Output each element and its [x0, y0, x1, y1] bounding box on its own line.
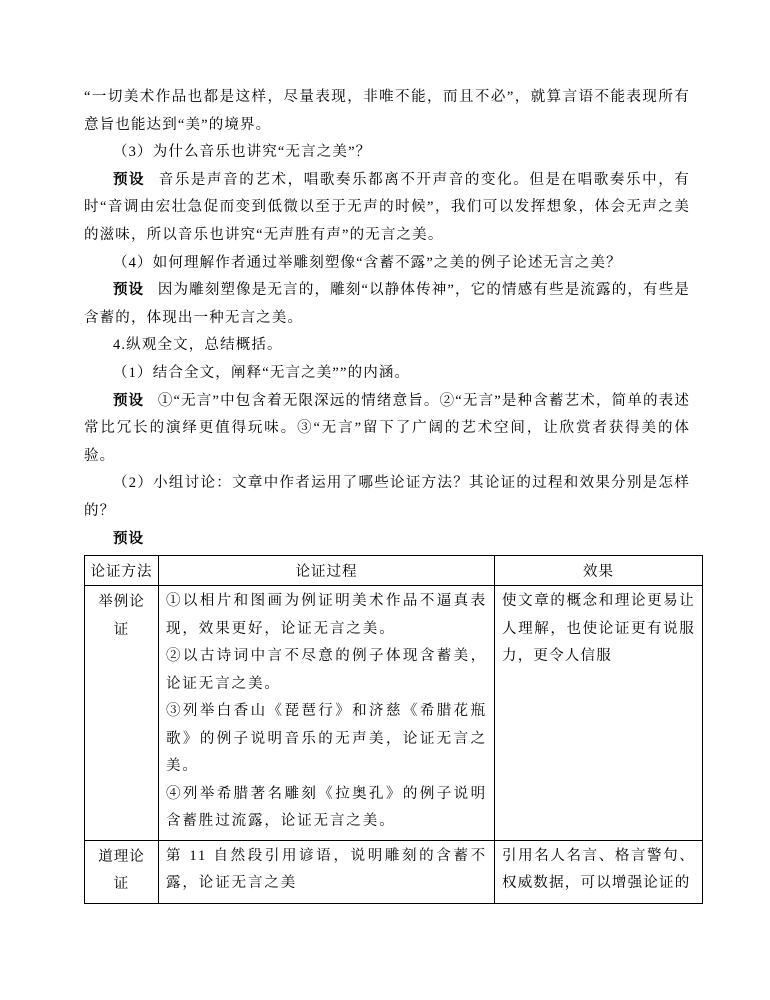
paragraph-text: ①“无言”中包含着无限深远的情绪意旨。②“无言”是种含蓄艺术，简单的表述常比冗长的演绎更值得玩味。③“无言”留下了广阔的艺术空间，让欣赏者获得美的体验。	[84, 392, 691, 464]
preset-label: 预设	[113, 171, 145, 188]
process-item-1: 第 11 自然段引用谚语，说明雕刻的含蓄不露，论证无言之美	[166, 847, 487, 892]
process-item-3: ③列举白香山《琵琶行》和济慈《希腊花瓶歌》的例子说明音乐的无声美，论证无言之美。	[166, 703, 487, 775]
cell-effect-reasoning: 引用名人名言、格言警句、权威数据，可以增强论证的	[495, 840, 703, 903]
process-item-2: ②以古诗词中言不尽意的例子体现含蓄美，论证无言之美。	[166, 648, 487, 692]
header-method: 论证方法	[85, 556, 159, 586]
paragraph-question-1: （1）结合全文，阐释“无言之美””的内涵。	[113, 364, 411, 381]
paragraph-question-4: （4）如何理解作者通过举雕刻塑像“含蓄不露”之美的例子论述无言之美？	[113, 254, 622, 271]
cell-process-reasoning	[159, 840, 495, 903]
preset-label: 预设	[113, 392, 145, 409]
table-row	[85, 586, 703, 841]
table-row	[85, 840, 703, 903]
header-process: 论证过程	[159, 556, 495, 586]
preset-label: 预设	[113, 530, 144, 547]
process-item-4: ④列举希腊著名雕刻《拉奥孔》的例子说明含蓄胜过流露，论证无言之美。	[166, 785, 487, 830]
cell-process-example	[159, 586, 495, 841]
paragraph-text: 音乐是声音的艺术，唱歌奏乐都离不开声音的变化。但是在唱歌奏乐中，有时“音调由宏壮急促而变到低微以至于无声的时候”，我们可以发挥想象，体会无声之美的滋味，所以音乐也讲究“无声胜有声”的无言之美。	[84, 171, 691, 243]
cell-method-example: 举例论证	[85, 586, 159, 841]
paragraph-quote-continuation: “一切美术作品也都是这样，尽量表现，非唯不能，而且不必”，就算言语不能表现所有意旨也能达到“美”的境界。	[84, 89, 690, 133]
paragraph-question-3: （3）为什么音乐也讲究“无言之美”？	[113, 144, 372, 161]
paragraph-text: 因为雕刻塑像是无言的，雕刻“以静体传神”，它的情感有些是流露的，有些是含蓄的，体现出一种无言之美。	[84, 282, 691, 326]
table-header-row	[85, 556, 703, 586]
paragraph-section-4: 4.纵观全文，总结概括。	[113, 337, 283, 354]
paragraph-preset-table	[84, 526, 690, 554]
paragraph-question-2: （2）小组讨论：文章中作者运用了哪些论证方法？其论证的过程和效果分别是怎样的？	[84, 475, 690, 519]
document-content	[84, 84, 695, 904]
header-effect: 效果	[495, 556, 703, 586]
paragraph-preset-3	[84, 167, 690, 250]
paragraph-preset-4	[84, 277, 690, 332]
process-item-1: ①以相片和图画为例证明美术作品不逼真表现，效果更好，论证无言之美。	[166, 593, 487, 637]
cell-method-reasoning: 道理论证	[85, 840, 159, 903]
preset-label: 预设	[113, 282, 145, 299]
paragraph-preset-1	[84, 388, 690, 471]
argumentation-table	[84, 555, 703, 904]
cell-effect-example: 使文章的概念和理论更易让人理解，也使论证更有说服力，更令人信服	[495, 586, 703, 841]
